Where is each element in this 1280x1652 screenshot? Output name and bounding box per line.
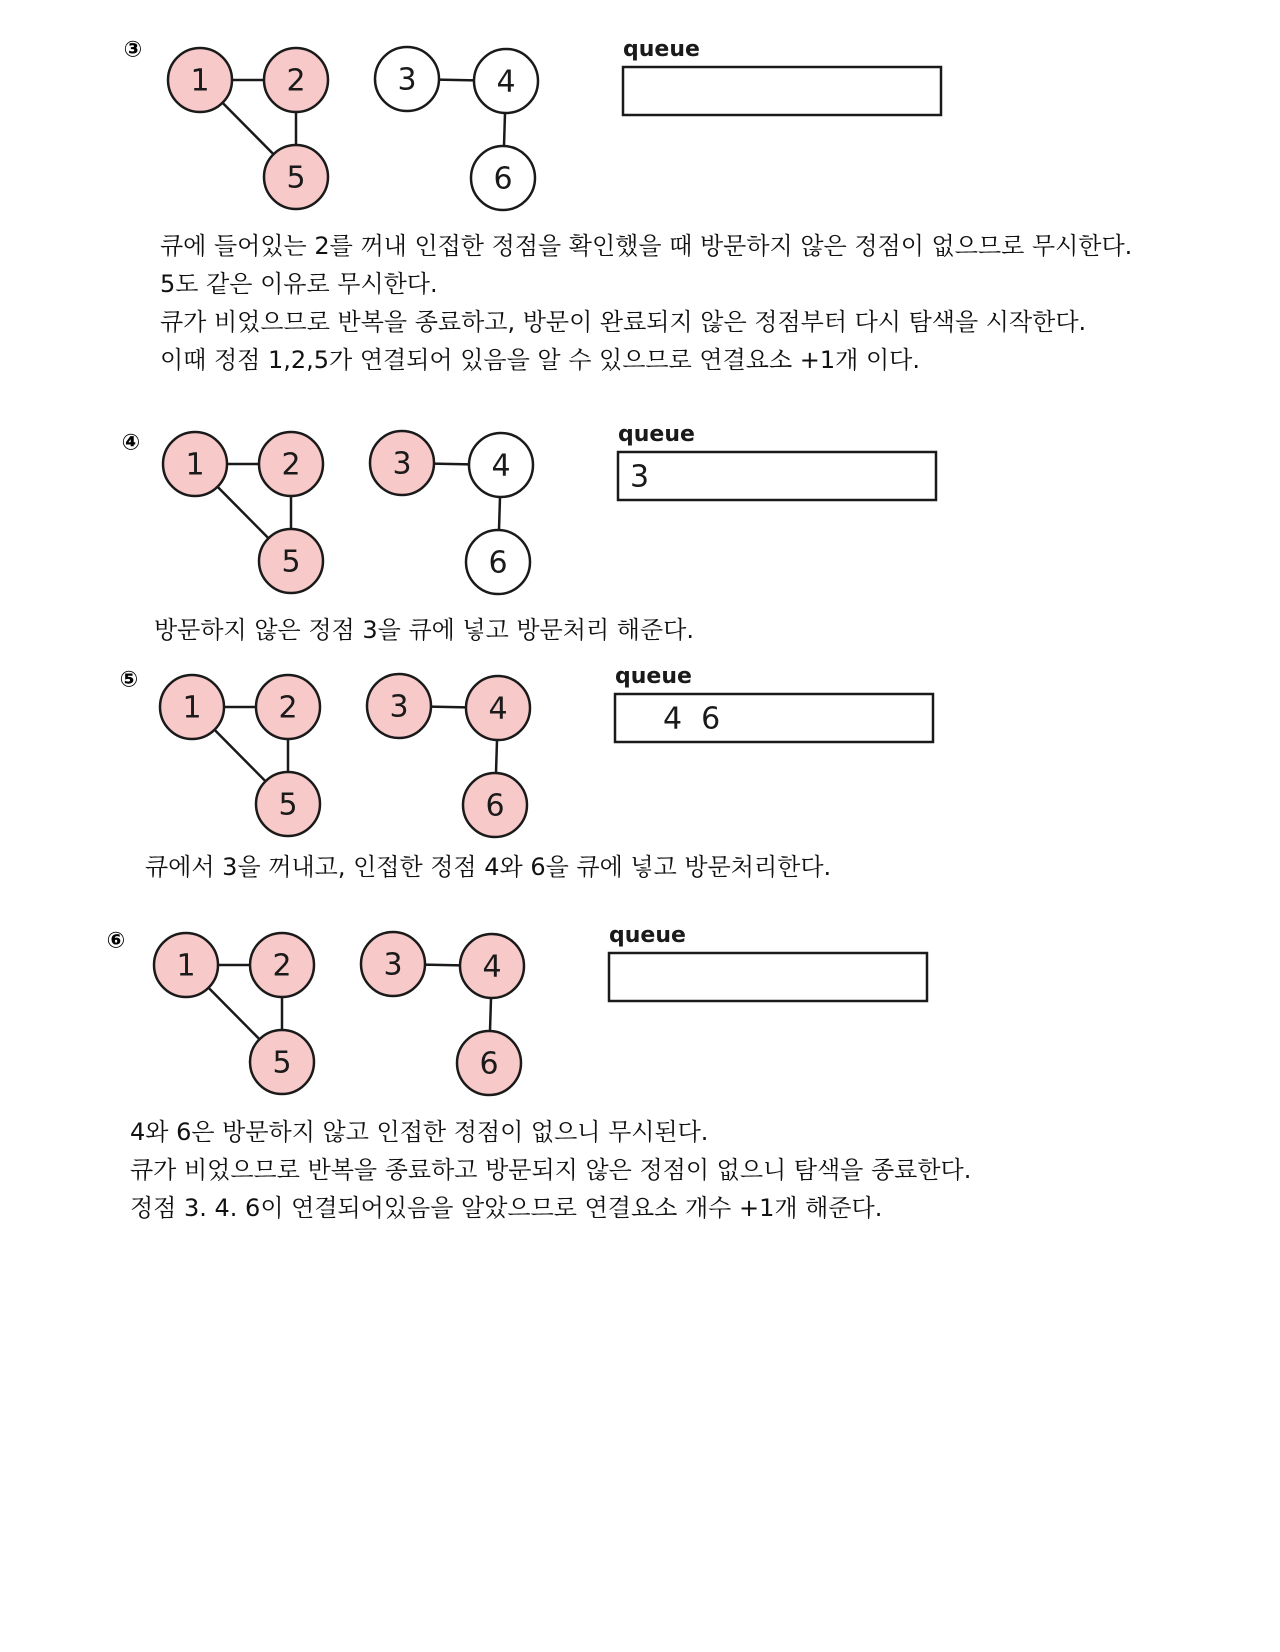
step-6 [107, 923, 927, 1095]
step-number: ⑥ [106, 928, 126, 954]
step-3 [124, 37, 941, 210]
queue-box [618, 452, 936, 500]
explanation-line: 5도 같은 이유로 무시한다. [160, 270, 438, 298]
node-4 [469, 433, 533, 497]
node-label: 3 [389, 689, 409, 725]
node-4 [460, 934, 524, 998]
queue-title: queue [618, 422, 695, 447]
explanation-line: 4와 6은 방문하지 않고 인접한 정점이 없으니 무시된다. [130, 1118, 709, 1146]
node-4 [466, 676, 530, 740]
node-label: 4 [496, 64, 516, 100]
explanation-line: 큐에서 3을 꺼내고, 인접한 정점 4와 6을 큐에 넣고 방문처리한다. [145, 853, 832, 881]
node-1 [154, 933, 218, 997]
node-label: 2 [281, 447, 301, 483]
node-label: 2 [272, 948, 292, 984]
node-label: 2 [278, 690, 298, 726]
node-1 [163, 432, 227, 496]
node-label: 6 [488, 545, 508, 581]
queue-items: 3 [630, 459, 650, 495]
queue-box [623, 67, 941, 115]
explanation-line: 방문하지 않은 정점 3을 큐에 넣고 방문처리 해준다. [154, 616, 694, 644]
node-label: 4 [491, 448, 511, 484]
node-label: 1 [190, 63, 210, 99]
step-number: ③ [123, 37, 143, 63]
step-number: ⑤ [119, 667, 139, 693]
node-2 [264, 48, 328, 112]
node-label: 5 [272, 1045, 292, 1081]
node-5 [250, 1030, 314, 1094]
node-6 [466, 530, 530, 594]
queue-box [609, 953, 927, 1001]
queue-title: queue [609, 923, 686, 948]
node-6 [463, 773, 527, 837]
node-label: 5 [281, 544, 301, 580]
node-label: 3 [397, 62, 417, 98]
node-label: 1 [176, 948, 196, 984]
node-label: 6 [493, 161, 513, 197]
node-label: 1 [182, 690, 202, 726]
explanation-line: 큐가 비었으므로 반복을 종료하고, 방문이 완료되지 않은 정점부터 다시 탐색을 시작한다. [160, 308, 1087, 336]
node-label: 6 [485, 788, 505, 824]
node-label: 5 [278, 787, 298, 823]
node-label: 6 [479, 1046, 499, 1082]
node-label: 1 [185, 447, 205, 483]
node-label: 3 [392, 446, 412, 482]
node-label: 5 [286, 160, 306, 196]
node-label: 4 [482, 949, 502, 985]
explanation-line: 정점 3. 4. 6이 연결되어있음을 알았으므로 연결요소 개수 +1개 해준다. [130, 1194, 883, 1222]
explanation-line: 큐가 비었으므로 반복을 종료하고 방문되지 않은 정점이 없으니 탐색을 종료한다. [130, 1156, 972, 1184]
node-4 [474, 49, 538, 113]
node-6 [471, 146, 535, 210]
queue-title: queue [623, 37, 700, 62]
node-2 [256, 675, 320, 739]
node-label: 4 [488, 691, 508, 727]
node-3 [375, 47, 439, 111]
node-1 [160, 675, 224, 739]
node-3 [367, 674, 431, 738]
step-number: ④ [121, 430, 141, 456]
explanation-line: 큐에 들어있는 2를 꺼내 인접한 정점을 확인했을 때 방문하지 않은 정점이 없으므로 무시한다. [160, 232, 1133, 260]
step-4 [122, 422, 936, 594]
node-5 [259, 529, 323, 593]
node-1 [168, 48, 232, 112]
node-3 [370, 431, 434, 495]
node-2 [259, 432, 323, 496]
explanation-line: 이때 정점 1,2,5가 연결되어 있음을 알 수 있으므로 연결요소 +1개 이다. [160, 346, 920, 374]
node-label: 3 [383, 947, 403, 983]
node-5 [264, 145, 328, 209]
queue-items: 4 6 [663, 701, 721, 737]
node-5 [256, 772, 320, 836]
queue-title: queue [615, 664, 692, 689]
node-label: 2 [286, 63, 306, 99]
node-6 [457, 1031, 521, 1095]
node-3 [361, 932, 425, 996]
step-5 [120, 664, 933, 837]
node-2 [250, 933, 314, 997]
